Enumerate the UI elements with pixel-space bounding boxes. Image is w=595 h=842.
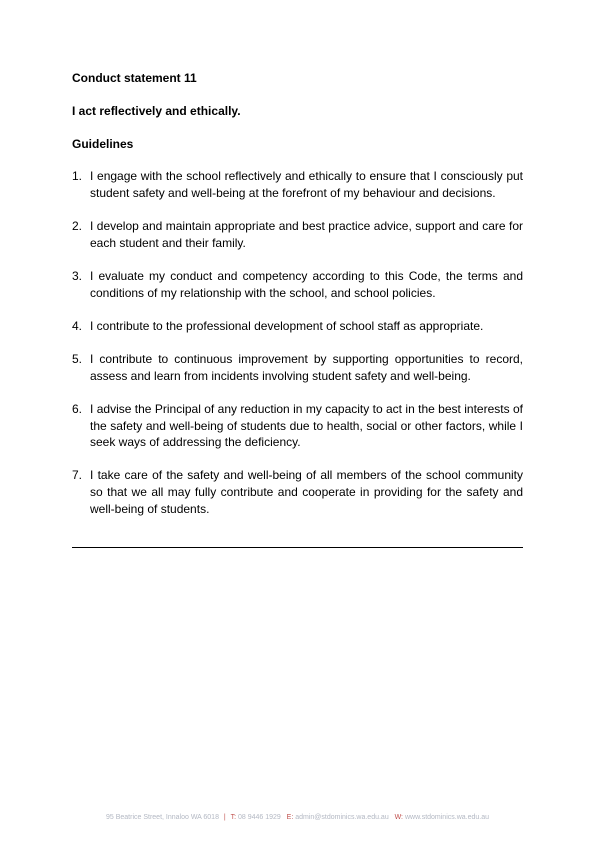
footer-web-link[interactable]: www.stdominics.wa.edu.au <box>404 814 490 821</box>
guideline-item <box>72 401 523 451</box>
guideline-number: 7. <box>72 468 83 483</box>
guideline-text: I contribute to continuous improvement by supporting opportunities to record, assess and learn from incidents involving student safety and well-being. <box>90 351 523 383</box>
horizontal-divider <box>72 547 523 548</box>
statement-title: Conduct statement 11 <box>72 71 197 85</box>
guidelines-heading: Guidelines <box>72 137 134 151</box>
guideline-item <box>72 467 523 517</box>
guidelines-list <box>72 168 523 518</box>
guideline-item <box>72 218 523 251</box>
footer-phone: 08 9446 1929 <box>237 814 281 821</box>
guideline-text: I develop and maintain appropriate and best practice advice, support and care for each student and their family. <box>90 218 523 250</box>
guideline-number: 3. <box>72 268 83 283</box>
guideline-number: 1. <box>72 169 83 183</box>
guideline-text: I evaluate my conduct and competency according to this Code, the terms and conditions of my relationship with the school, and school policies. <box>90 268 523 300</box>
guideline-number: 4. <box>72 318 83 333</box>
footer-address: 95 Beatrice Street, Innaloo WA 6018 <box>105 814 219 821</box>
guideline-number: 2. <box>72 218 83 233</box>
footer-web-label: W: <box>394 814 404 821</box>
guideline-number: 6. <box>72 401 83 416</box>
footer-email-link[interactable]: admin@stdominics.wa.edu.au <box>295 814 389 821</box>
footer-email-label: E: <box>286 814 294 821</box>
guideline-text: I take care of the safety and well-being of all members of the school community so that we all may fully contribute and cooperate in providing for the safety and well-being of students. <box>90 468 523 516</box>
footer-separator: | <box>223 814 226 821</box>
footer-phone-label: T: <box>230 814 237 821</box>
guideline-item <box>72 168 523 201</box>
guideline-text: I contribute to the professional development of school staff as appropriate. <box>90 318 484 333</box>
guideline-text: I advise the Principal of any reduction in my capacity to act in the best interests of the safety and well-being of students due to health, social or other factors, while I seek ways of addressing the deficiency. <box>90 401 523 450</box>
statement-text: I act reflectively and ethically. <box>72 104 241 118</box>
guideline-item <box>72 351 523 384</box>
document-body <box>72 70 523 534</box>
guideline-text: I engage with the school reflectively and ethically to ensure that I consciously put student safety and well-being at the forefront of my behaviour and decisions. <box>90 169 523 200</box>
guideline-number: 5. <box>72 351 83 366</box>
guideline-item <box>72 318 523 335</box>
page-footer <box>0 813 595 823</box>
guideline-item <box>72 268 523 301</box>
